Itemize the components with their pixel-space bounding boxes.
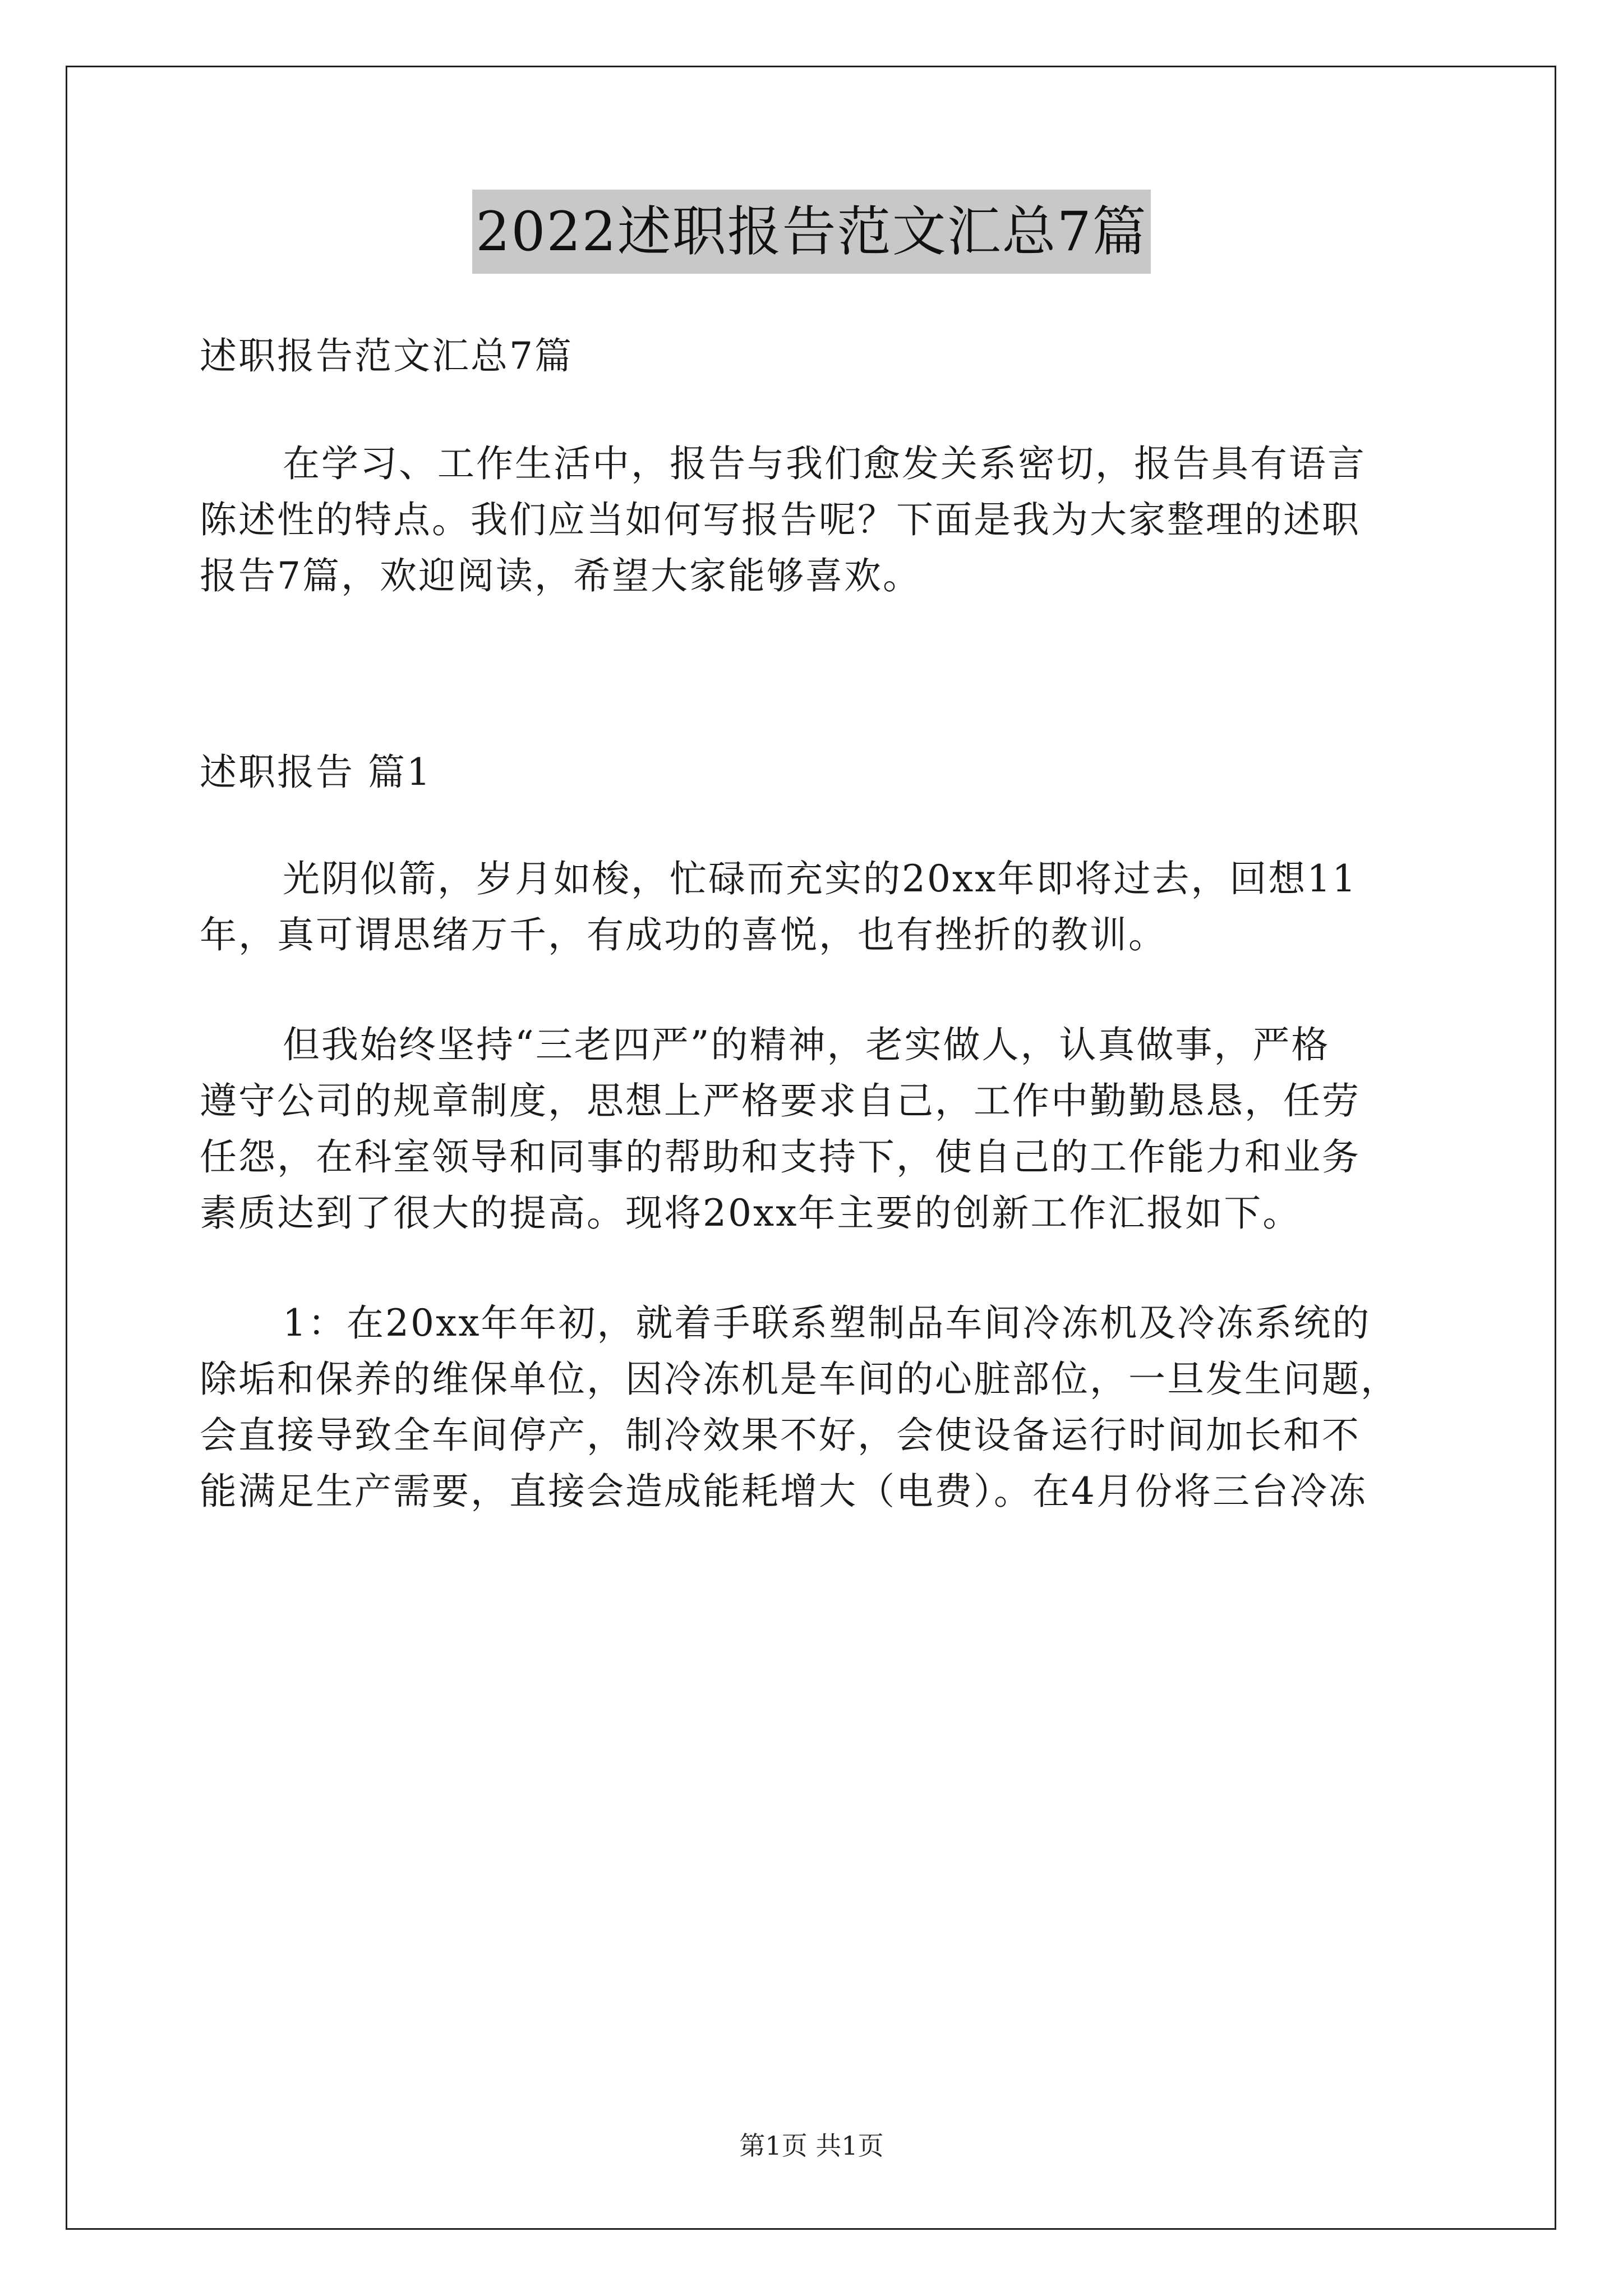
text-line: 会直接导致全车间停产，制冷效果不好，会使设备运行时间加长和不 [200,1414,1361,1457]
text-line: 在学习、工作生活中，报告与我们愈发关系密切，报告具有语言 [283,442,1366,485]
paragraph-1 [200,851,1433,963]
paragraph-2 [200,1017,1433,1241]
document-body [200,306,1433,1520]
text-line: 1：在20xx年年初，就着手联系塑制品车间冷冻机及冷冻系统的 [283,1301,1371,1345]
text-line: 任怨，在科室领导和同事的帮助和支持下，使自己的工作能力和业务 [200,1135,1361,1179]
text-line: 但我始终坚持“三老四严”的精神，老实做人，认真做事，严格 [283,1023,1330,1066]
text-line: 陈述性的特点。我们应当如何写报告呢？下面是我为大家整理的述职 [200,498,1361,541]
text-line: 年，真可谓思绪万千，有成功的喜悦，也有挫折的教训。 [200,913,1167,956]
intro-paragraph [200,436,1433,604]
text-line: 素质达到了很大的提高。现将20xx年主要的创新工作汇报如下。 [200,1191,1302,1235]
text-line: 除垢和保养的维保单位，因冷冻机是车间的心脏部位，一旦发生问题， [200,1358,1399,1401]
paragraph-3 [200,1295,1433,1520]
text-line: 光阴似箭，岁月如梭，忙碌而充实的20xx年即将过去，回想11 [283,857,1358,900]
title-container [0,190,1623,274]
text-line: 报告7篇，欢迎阅读，希望大家能够喜欢。 [200,554,921,597]
text-line: 能满足生产需要，直接会造成能耗增大（电费）。在4月份将三台冷冻 [200,1470,1367,1513]
document-subtitle: 述职报告范文汇总7篇 [200,334,573,378]
text-line: 遵守公司的规章制度，思想上严格要求自己，工作中勤勤恳恳，任劳 [200,1079,1361,1122]
document-title: 2022述职报告范文汇总7篇 [472,190,1150,274]
section-heading: 述职报告 篇1 [200,751,432,794]
page-footer: 第1页 共1页 [739,2131,884,2161]
